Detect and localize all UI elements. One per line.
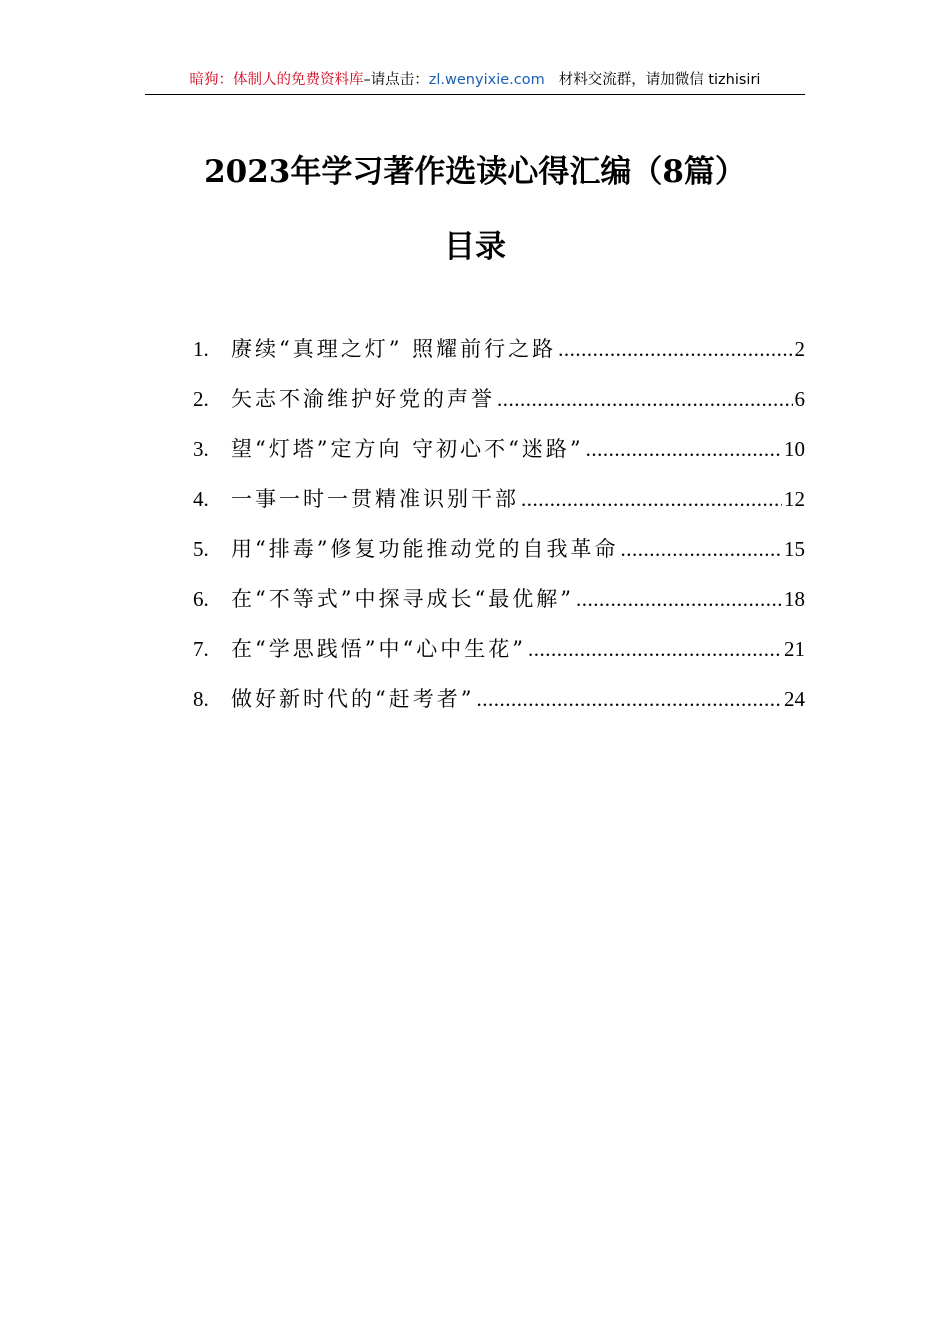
toc-page-number: 18 [784, 587, 805, 611]
toc-title: 矢志不渝维护好党的声誉 [231, 387, 495, 411]
toc-entry-8[interactable] [193, 680, 805, 730]
toc-number: 2. [193, 387, 209, 411]
toc-page-number: 6 [794, 387, 805, 411]
document-title: 2023年学习著作选读心得汇编（8篇） [204, 154, 746, 190]
toc-leader-dots [497, 380, 793, 418]
toc-page-number: 10 [784, 437, 805, 461]
toc-number: 6. [193, 587, 209, 611]
toc-page-number: 24 [784, 687, 805, 711]
toc-number: 7. [193, 637, 209, 661]
toc-leader-dots [576, 580, 782, 618]
toc-leader-dots [521, 480, 782, 518]
toc-entry-7[interactable] [193, 630, 805, 680]
toc-title: 做好新时代的“赶考者” [231, 687, 475, 711]
toc-number: 4. [193, 487, 209, 511]
wechat-text: 材料交流群，请加微信 tizhisiri [558, 72, 761, 88]
toc-title: 用“排毒”修复功能推动党的自我革命 [231, 537, 619, 561]
toc-entry-3[interactable] [193, 430, 805, 480]
toc-title: 望“灯塔”定方向 守初心不“迷路” [231, 437, 584, 461]
toc-leader-dots [620, 530, 782, 568]
toc-leader-dots [558, 330, 792, 368]
toc-leader-dots [476, 680, 782, 718]
toc-leader-dots [586, 430, 782, 468]
website-link[interactable]: zl.wenyixie.com [428, 72, 545, 88]
toc-page-number: 15 [784, 537, 805, 561]
toc-number: 3. [193, 437, 209, 461]
toc-entry-4[interactable] [193, 480, 805, 530]
toc-entry-1[interactable] [193, 330, 805, 380]
toc-title: 在“学思践悟”中“心中生花” [231, 637, 526, 661]
toc-entry-6[interactable] [193, 580, 805, 630]
toc-number: 5. [193, 537, 209, 561]
toc-title: 赓续“真理之灯” 照耀前行之路 [231, 337, 557, 361]
table-of-contents [193, 330, 805, 730]
toc-page-number: 21 [784, 637, 805, 661]
toc-title: 一事一时一贯精准识别干部 [231, 487, 519, 511]
toc-entry-5[interactable] [193, 530, 805, 580]
toc-entry-2[interactable] [193, 380, 805, 430]
promo-text: 暗狗：体制人的免费资料库 [189, 72, 364, 88]
toc-page-number: 12 [784, 487, 805, 511]
toc-number: 8. [193, 687, 209, 711]
toc-page-number: 2 [794, 337, 805, 361]
toc-heading: 目录 [444, 229, 506, 265]
toc-number: 1. [193, 337, 209, 361]
page-header [145, 70, 805, 95]
link-prefix: –请点击： [363, 72, 429, 88]
toc-title: 在“不等式”中探寻成长“最优解” [231, 587, 574, 611]
toc-leader-dots [528, 630, 782, 668]
